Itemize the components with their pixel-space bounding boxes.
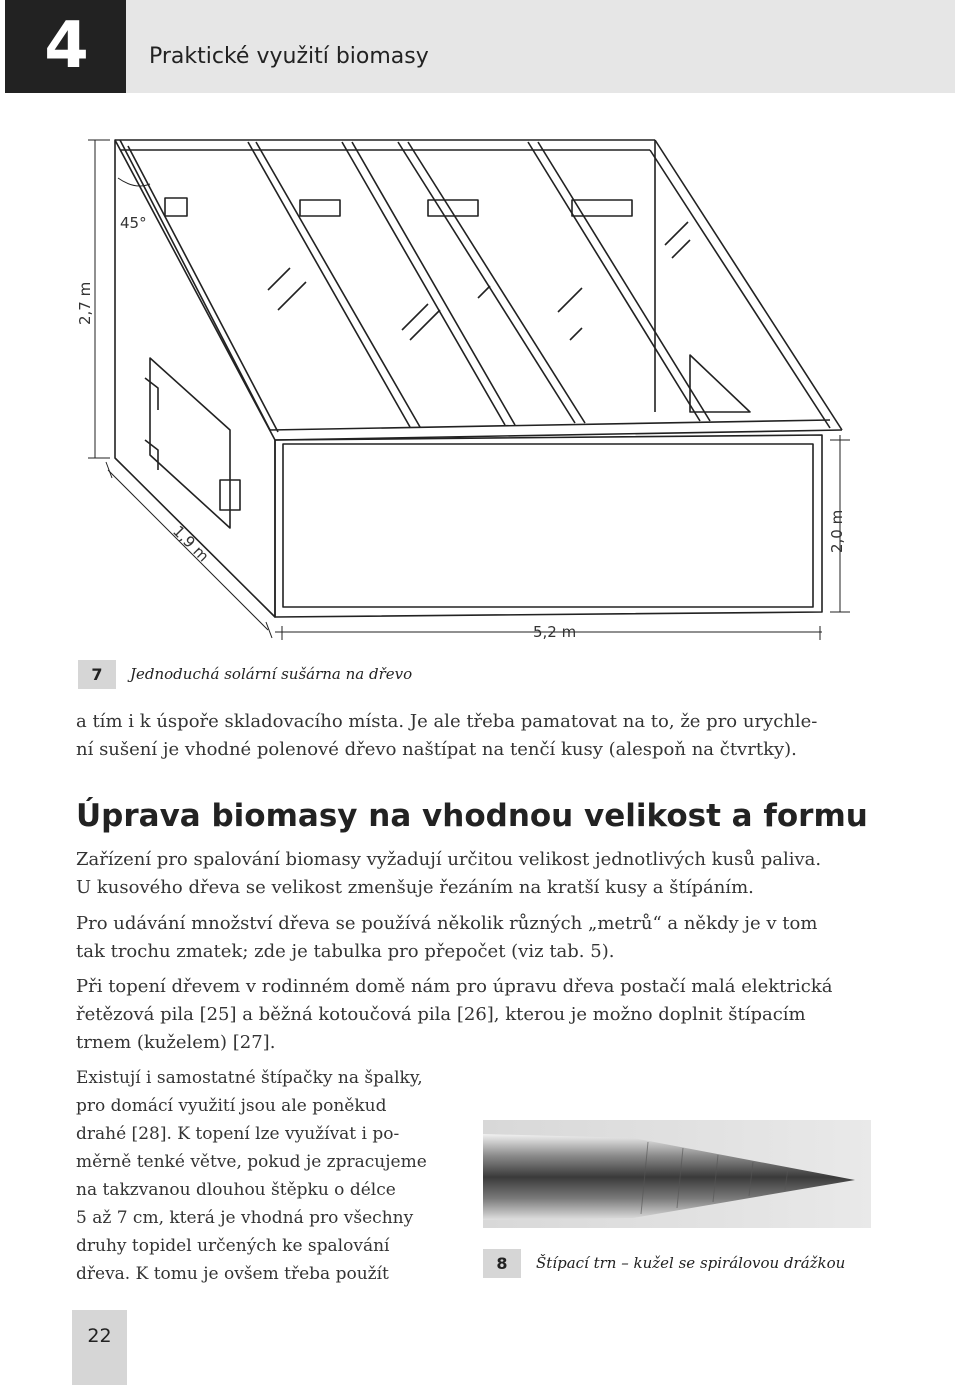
text-line: měrně tenké větve, pokud je zpracujeme [76, 1152, 427, 1172]
page-number: 22 [72, 1310, 127, 1385]
text-line: a tím i k úspoře skladovacího místa. Je ale třeba pamatovat na to, že pro urychle- [76, 711, 818, 732]
chapter-title: Praktické využití biomasy [149, 44, 429, 69]
section-heading: Úprava biomasy na vhodnou velikost a formu [76, 798, 868, 834]
angle-label: 45° [120, 214, 147, 232]
paragraph-1 [76, 846, 821, 902]
text-line: drahé [28]. K topení lze využívat i po- [76, 1124, 400, 1144]
text-line: řetězová pila [25] a běžná kotoučová pila [26], kterou je možno doplnit štípacím [76, 1004, 806, 1025]
text-line: dřeva. K tomu je ovšem třeba použít [76, 1264, 389, 1284]
figure7-caption: Jednoduchá solární sušárna na dřevo [130, 665, 413, 683]
text-line: Při topení dřevem v rodinném domě nám pro úpravu dřeva postačí malá elektrická [76, 976, 833, 997]
text-line: pro domácí využití jsou ale poněkud [76, 1096, 387, 1116]
depth-label: 1,9 m [169, 522, 213, 566]
figure7-number: 7 [78, 660, 116, 689]
text-line: na takzvanou dlouhou štěpku o délce [76, 1180, 396, 1200]
chapter-header [5, 0, 955, 93]
text-line: ní sušení je vhodné polenové dřevo naštípat na tenčí kusy (alespoň na čtvrtky). [76, 739, 797, 760]
chapter-number: 4 [44, 9, 87, 83]
intro-paragraph [76, 708, 817, 764]
text-line: Zařízení pro spalování biomasy vyžadují určitou velikost jednotlivých kusů paliva. [76, 849, 822, 870]
paragraph-3 [76, 973, 833, 1057]
splitting-cone-photo [483, 1120, 871, 1228]
figure8-caption: Štípací trn – kužel se spirálovou drážkou [536, 1254, 846, 1272]
front-panel [283, 444, 813, 607]
text-line: trnem (kuželem) [27]. [76, 1032, 276, 1053]
front-wall [275, 435, 822, 617]
height-left-label: 2,7 m [76, 281, 94, 325]
paragraph-4 [76, 1064, 456, 1288]
height-right-label: 2,0 m [828, 509, 846, 553]
text-line: 5 až 7 cm, která je vhodná pro všechny [76, 1208, 414, 1228]
side-door [150, 358, 230, 528]
figure8-number: 8 [483, 1249, 521, 1278]
text-line: Pro udávání množství dřeva se používá několik různých „metrů“ a někdy je v tom [76, 913, 818, 934]
text-line: U kusového dřeva se velikost zmenšuje řezáním na kratší kusy a štípáním. [76, 877, 754, 898]
text-line: tak trochu zmatek; zde je tabulka pro přepočet (viz tab. 5). [76, 941, 615, 962]
chapter-number-box [5, 0, 126, 93]
solar-dryer-drawing [60, 128, 920, 648]
text-line: Existují i samostatné štípačky na špalky, [76, 1068, 423, 1088]
width-label: 5,2 m [533, 623, 577, 641]
paragraph-2 [76, 910, 817, 966]
text-line: druhy topidel určených ke spalování [76, 1236, 390, 1256]
